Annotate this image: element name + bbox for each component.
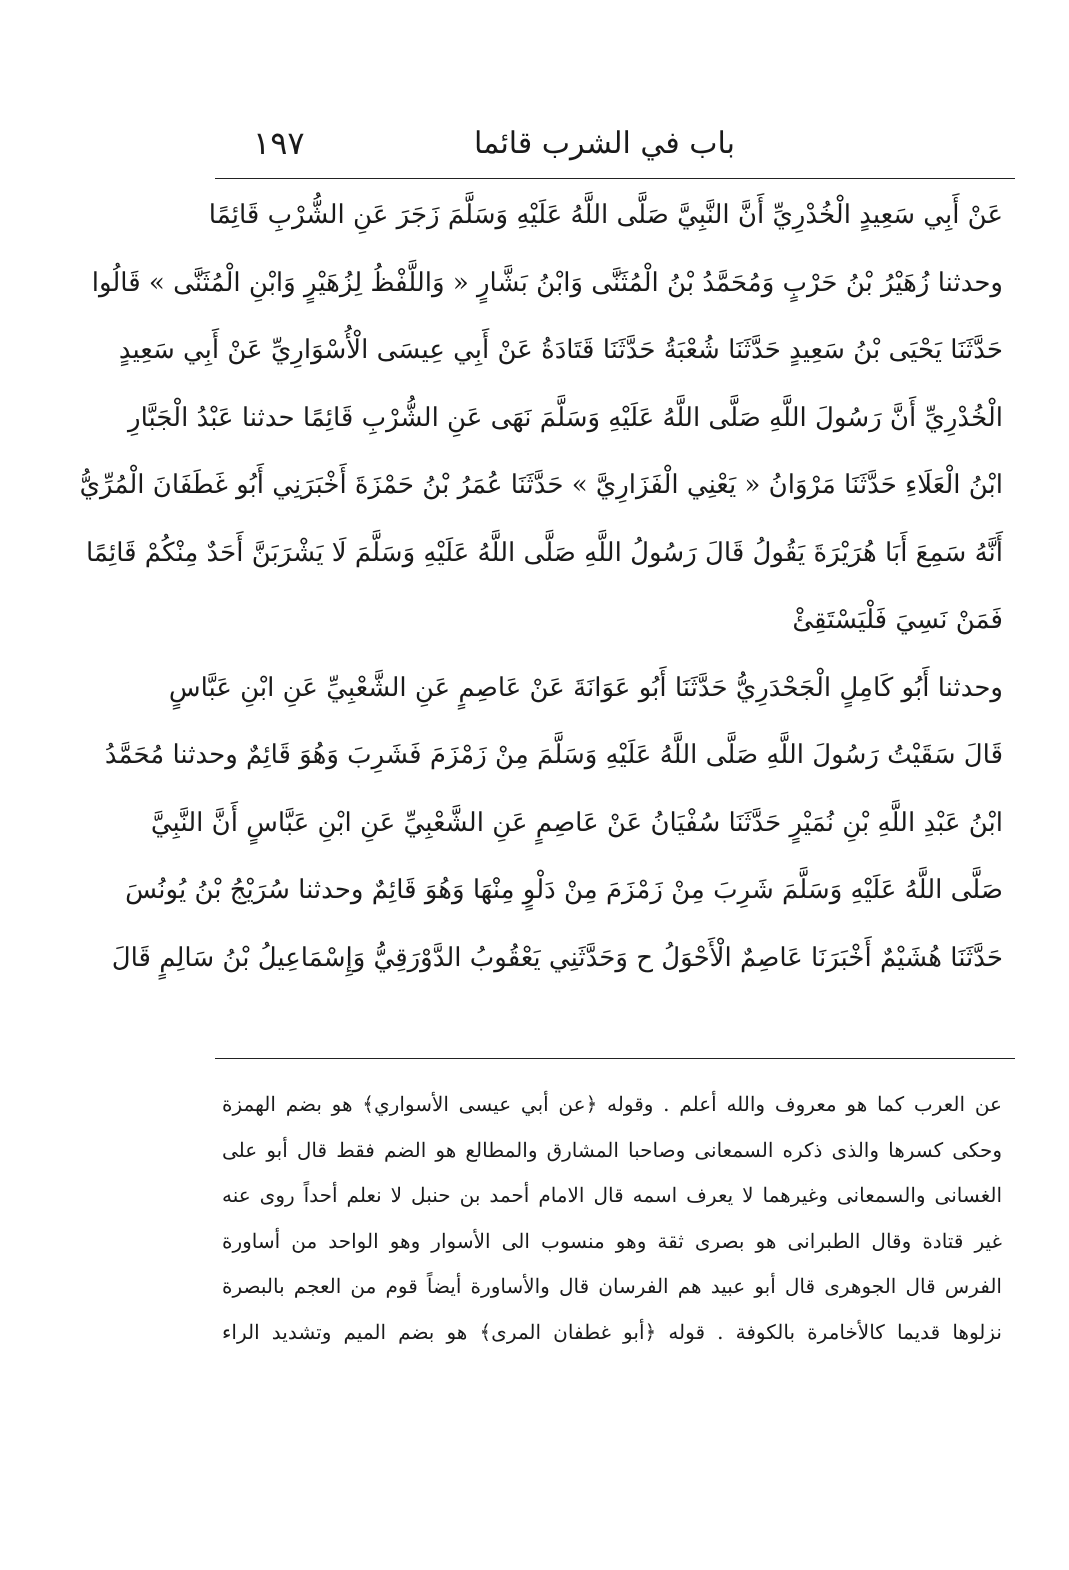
text-line: ابْنُ الْعَلَاءِ حَدَّثَنَا مَرْوَانُ « يَعْنِي الْفَزَارِيَّ » حَدَّثَنَا عُمَرُ بْنُ حَمْزَةَ أَخْبَرَنِي أَبُو غَطَفَانَ الْمُرِّيُّ	[79, 470, 1003, 500]
commentary-line: الغسانى والسمعانى وغيرهما لا يعرف اسمه قال الامام أحمد بن حنبل لا نعلم أحداً روى عنه	[222, 1183, 1002, 1207]
chapter-title: باب في الشرب قائما	[473, 126, 735, 161]
text-line: حَدَّثَنَا هُشَيْمٌ أَخْبَرَنَا عَاصِمٌ الْأَحْوَلُ ح وَحَدَّثَنِي يَعْقُوبُ الدَّوْرَقِيُّ وَإِسْمَاعِيلُ بْنُ سَالِمٍ قَالَ	[111, 942, 1003, 973]
commentary-block	[222, 1082, 1002, 1355]
header-divider	[215, 178, 1015, 179]
page-number: ١٩٧	[253, 124, 305, 162]
text-line: حَدَّثَنَا يَحْيَى بْنُ سَعِيدٍ حَدَّثَنَا شُعْبَةُ حَدَّثَنَا قَتَادَةُ عَنْ أَبِي عِيسَى الْأُسْوَارِيِّ عَنْ أَبِي سَعِيدٍ	[118, 335, 1003, 365]
page-header	[215, 122, 1015, 172]
commentary-line: نزلوها قديما كالأخامرة بالكوفة . قوله ﴿أبو غطفان المرى﴾ هو بضم الميم وتشديد الراء	[222, 1319, 1002, 1344]
text-line: وحدثنا أَبُو كَامِلٍ الْجَحْدَرِيُّ حَدَّثَنَا أَبُو عَوَانَةَ عَنْ عَاصِمٍ عَنِ الشَّعْبِيِّ عَنِ ابْنِ عَبَّاسٍ	[168, 672, 1003, 703]
text-line: وحدثنا زُهَيْرُ بْنُ حَرْبٍ وَمُحَمَّدُ بْنُ الْمُثَنَّى وَابْنُ بَشَّارٍ « وَاللَّفْظُ لِزُهَيْرٍ وَابْنِ الْمُثَنَّى » قَالُوا	[91, 267, 1003, 298]
commentary-line: عن العرب كما هو معروف والله أعلم . وقوله ﴿عن أبي عيسى الأسواري﴾ هو بضم الهمزة	[222, 1092, 1002, 1116]
text-line: أَنَّهُ سَمِعَ أَبَا هُرَيْرَةَ يَقُولُ قَالَ رَسُولُ اللَّهِ صَلَّى اللَّهُ عَلَيْهِ وَسَلَّمَ لَا يَشْرَبَنَّ أَحَدٌ مِنْكُمْ قَائِمًا	[86, 537, 1003, 568]
text-line: فَمَنْ نَسِيَ فَلْيَسْتَقِئْ	[792, 605, 1003, 635]
text-line: ابْنُ عَبْدِ اللَّهِ بْنِ نُمَيْرٍ حَدَّثَنَا سُفْيَانُ عَنْ عَاصِمٍ عَنِ الشَّعْبِيِّ عَنِ ابْنِ عَبَّاسٍ أَنَّ النَّبِيَّ	[150, 807, 1003, 838]
hadith-text-block	[79, 182, 1003, 992]
text-line: صَلَّى اللَّهُ عَلَيْهِ وَسَلَّمَ شَرِبَ مِنْ زَمْزَمَ مِنْ دَلْوٍ مِنْهَا وَهُوَ قَائِمٌ وحدثنا سُرَيْجُ بْنُ يُونُسَ	[125, 875, 1003, 905]
commentary-line: غير قتادة وقال الطبرانى هو بصرى ثقة وهو منسوب الى الأسوار وهو الواحد من أساورة	[222, 1228, 1002, 1253]
text-line: قَالَ سَقَيْتُ رَسُولَ اللَّهِ صَلَّى اللَّهُ عَلَيْهِ وَسَلَّمَ مِنْ زَمْزَمَ فَشَرِبَ وَهُوَ قَائِمٌ وحدثنا مُحَمَّدُ	[104, 740, 1003, 770]
text-line: عَنْ أَبِي سَعِيدٍ الْخُدْرِيِّ أَنَّ النَّبِيَّ صَلَّى اللَّهُ عَلَيْهِ وَسَلَّمَ زَجَرَ عَنِ الشُّرْبِ قَائِمًا	[208, 200, 1003, 230]
commentary-line: وحكى كسرها والذى ذكره السمعانى وصاحبا المشارق والمطالع هو الضم فقط قال أبو على	[222, 1137, 1002, 1162]
commentary-line: الفرس قال الجوهرى قال أبو عبيد هم الفرسان قال والأساورة أيضاً قوم من العجم بالبصرة	[222, 1274, 1002, 1298]
footnote-divider	[215, 1058, 1015, 1059]
text-line: الْخُدْرِيِّ أَنَّ رَسُولَ اللَّهِ صَلَّى اللَّهُ عَلَيْهِ وَسَلَّمَ نَهَى عَنِ الشُّرْبِ قَائِمًا حدثنا عَبْدُ الْجَبَّارِ	[128, 402, 1003, 433]
